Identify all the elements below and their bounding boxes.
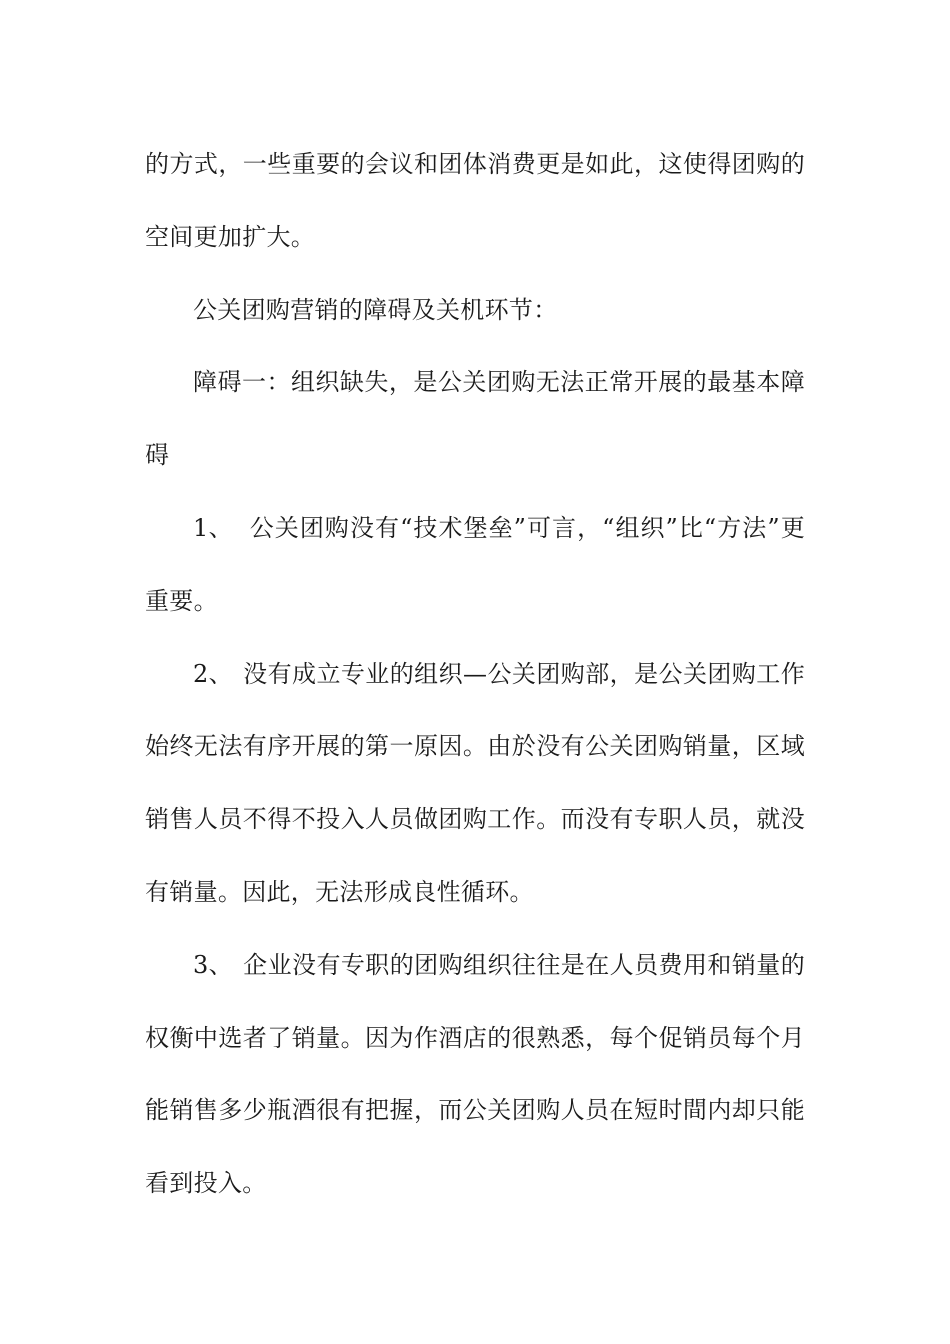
list-item-text: 企业没有专职的团购组织往往是在人员费用和销量的权衡中选者了销量。因为作酒店的很熟悉，每个促销员每个月能销售多少瓶酒很有把握，而公关团购人员在短时間内却只能看到投入。 (145, 950, 805, 1198)
paragraph-text: 障碍一：组织缺失，是公关团购无法正常开展的最基本障碍 (145, 368, 805, 470)
list-item-number: 2、 (193, 659, 233, 688)
paragraph-section-heading (145, 274, 805, 347)
paragraph-obstacle-one (145, 346, 805, 492)
paragraph-text: 的方式，一些重要的会议和团体消费更是如此，这使得团购的空间更加扩大。 (145, 150, 805, 251)
document-body (145, 128, 805, 1220)
list-item-1 (145, 492, 805, 638)
paragraph-continuation (145, 128, 805, 274)
list-item-text: 公关团购没有“技术堡垒”可言，“组织”比“方法”更重要。 (145, 513, 805, 615)
list-item-number: 3、 (193, 950, 233, 979)
list-item-2 (145, 638, 805, 929)
list-item-text: 没有成立专业的组织—公关团购部，是公关团购工作始终无法有序开展的第一原因。由於没有公关团购销量，区域销售人员不得不投入人员做团购工作。而没有专职人员，就没有销量。因此，无法形成良性循环。 (145, 659, 805, 906)
list-item-3 (145, 929, 805, 1220)
paragraph-text: 公关团购营销的障碍及关机环节： (193, 295, 558, 324)
list-item-number: 1、 (193, 513, 233, 542)
